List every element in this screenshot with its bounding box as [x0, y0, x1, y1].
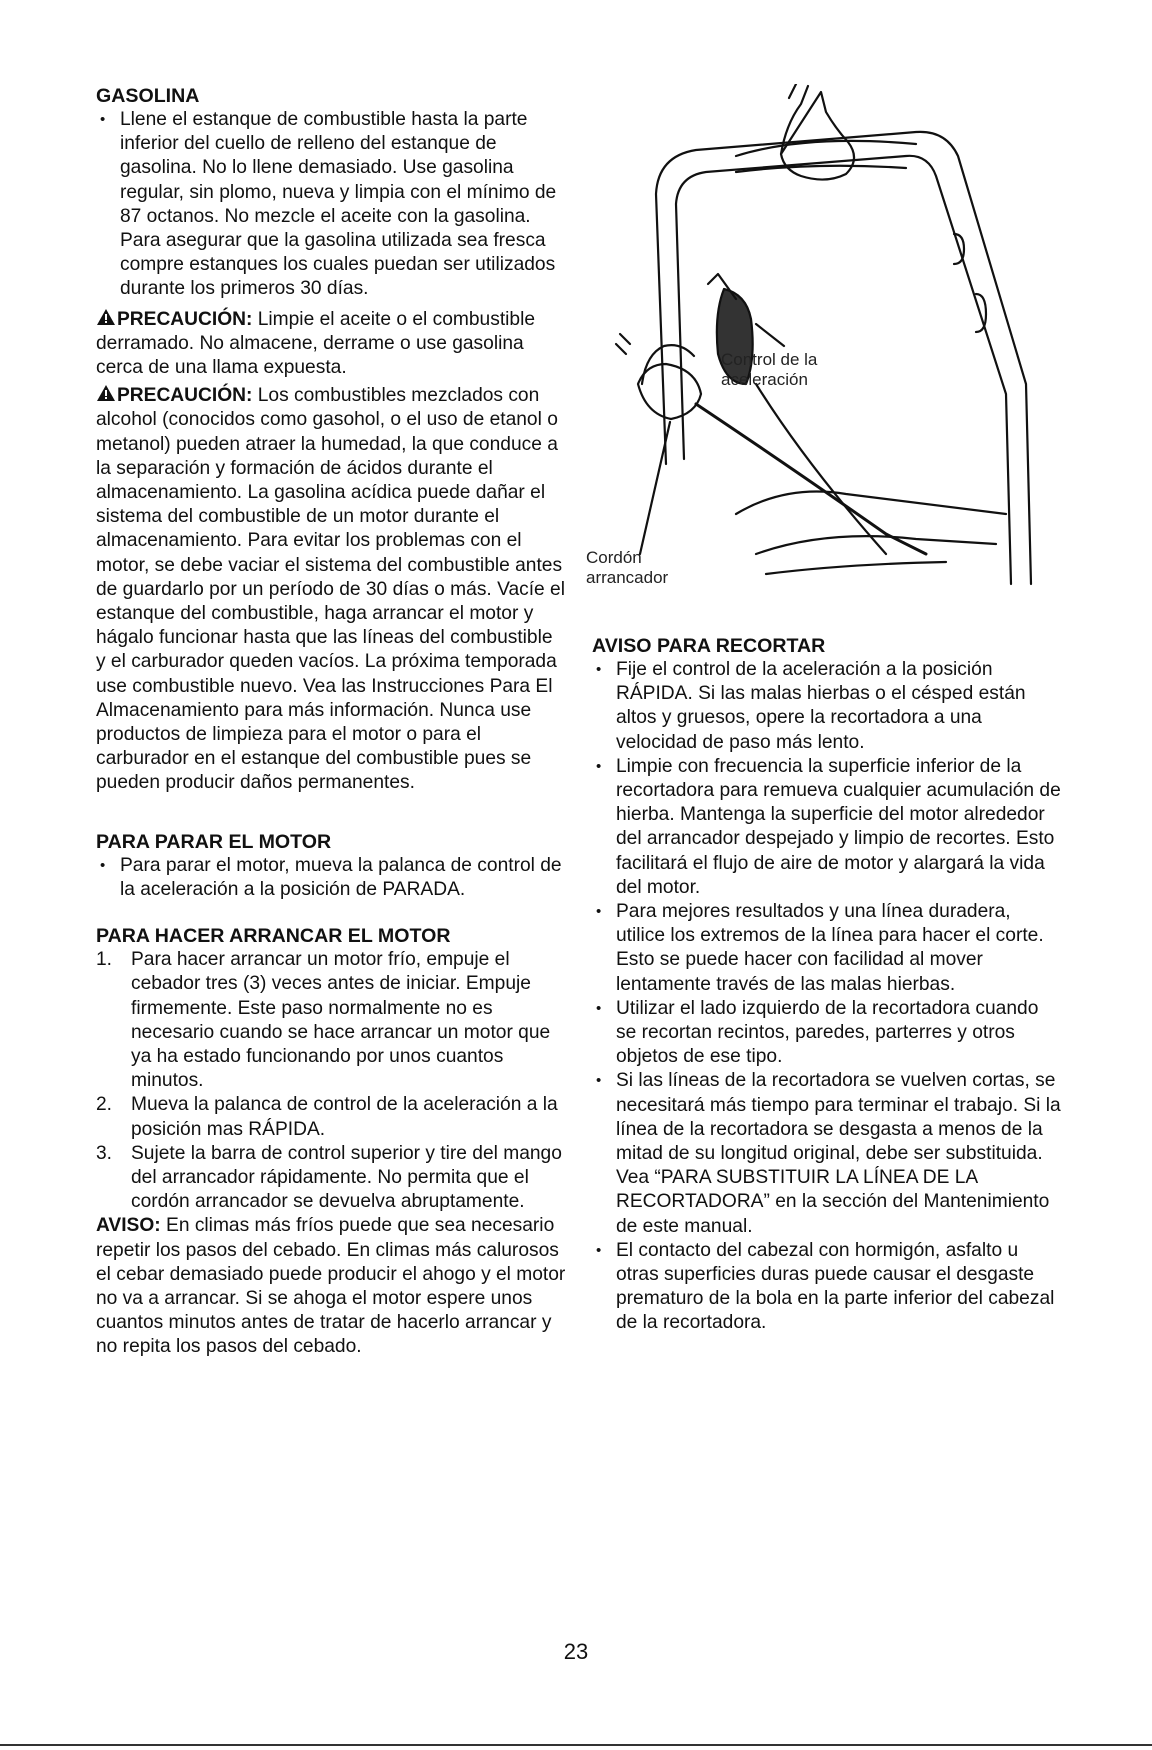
recortar-bullet: • Para mejores resultados y una línea duradera, utilice los extremos de la línea para hacer el corte. Esto se puede hacer con facilidad al mover lentamente través de las malas hierbas.	[592, 900, 1062, 997]
starter-rope	[696, 404, 926, 554]
bottom-rule	[0, 1744, 1152, 1746]
heading-recortar: AVISO PARA RECORTAR	[592, 635, 826, 657]
handle-diagram	[586, 84, 1056, 604]
label-throttle: Control de la aceleración	[721, 350, 818, 389]
warning-icon	[96, 308, 116, 326]
caution-2-text: Los combustibles mezclados con alcohol (conocidos como gasohol, o el uso de etanol o metanol) pueden atraer la humedad, la que conduce a la separación y formación de ácidos durante el almacenamiento. La gasolina acídica puede dañar el sistema del combustible de un motor durante el almacenamiento. Para evitar los problemas con el motor, se debe vaciar el sistema del combustible antes de guardarlo por un período de 30 días o más. Vacíe el estanque del combustible, haga arrancar el motor y hágalo funcionar hasta que las líneas del combustible y el carburador queden vacíos. La próxima temporada use combustible nuevo. Vea las Instrucciones Para El Almacenamiento para más información. Nunca use productos de limpieza para el motor o para el carburador en el estanque del combustible pues se pueden producir daños permanentes.	[96, 385, 565, 794]
aviso-text: En climas más fríos puede que sea necesario repetir los pasos del cebado. En climas más calurosos el cebar demasiado puede producir el ahogo y el motor no va a arrancar. Si se ahoga el motor espere unos cuantos minutos antes de tratar de hacerlo arrancar y no repita los pasos del cebado.	[96, 1215, 566, 1358]
label-starter-cord: Cordón arrancador	[586, 548, 669, 587]
recortar-bullet: • Utilizar el lado izquierdo de la recortadora cuando se recortan recintos, paredes, parterres y otros objetos de ese tipo.	[592, 997, 1062, 1070]
arrancar-steps	[96, 948, 566, 1214]
handle-frame-outer	[656, 132, 1031, 584]
parar-list	[96, 854, 566, 902]
page-number: 23	[563, 1639, 589, 1664]
aviso-label: AVISO:	[96, 1215, 161, 1237]
recortar-list	[592, 658, 1062, 1336]
recortar-bullet: • Si las líneas de la recortadora se vuelven cortas, se necesitará más tiempo para terminar el trabajo. Si la línea de la recortadora se desgasta a menos de la mitad de su longitud original, debe ser substituida. Vea “PARA SUBSTITUIR LA LÍNEA DE LA RECORTADORA” en la sección del Mantenimiento de este manual.	[592, 1069, 1062, 1238]
throttle-leader	[756, 324, 784, 346]
starter-handle	[638, 364, 701, 419]
gasolina-list	[96, 108, 566, 302]
grip-bar	[736, 141, 916, 156]
left-column	[96, 84, 566, 1360]
step-item: 3. Sujete la barra de control superior y tire del mango del arrancador rápidamente. No permita que el cordón arrancador se devuelva abruptamente.	[96, 1142, 562, 1213]
aviso-paragraph	[96, 1214, 566, 1359]
caution-1-text: Limpie el aceite o el combustible derramado. No almacene, derrame o use gasolina cerca de una llama expuesta.	[96, 308, 536, 379]
recortar-bullet: • El contacto del cabezal con hormigón, asfalto u otras superficies duras puede causar el desgaste prematuro de la bola en la parte inferior del cabezal de la recortadora.	[592, 1239, 1062, 1336]
recortar-bullet: • Fije el control de la aceleración a la posición RÁPIDA. Si las malas hierbas o el césped están altos y gruesos, opere la recortadora a una velocidad de paso más lento.	[592, 658, 1062, 755]
caution-1	[96, 308, 566, 381]
trimmer-handle-illustration	[586, 84, 1056, 604]
heading-parar: PARA PARAR EL MOTOR	[96, 830, 332, 853]
warning-icon	[96, 384, 116, 402]
cord-leader	[640, 422, 670, 554]
caution-2	[96, 384, 566, 795]
cable	[756, 384, 886, 554]
gasolina-bullet: • Llene el estanque de combustible hasta la parte inferior del cuello de relleno del estanque de gasolina. No lo llene demasiado. Use gasolina regular, sin plomo, nueva y limpia con el mínimo de 87 octanos. No mezcle el aceite con la gasolina. Para asegurar que la gasolina utilizada sea fresca compre estanques los cuales puedan ser utilizados durante los primeros 30 días.	[96, 108, 566, 302]
recortar-bullet: • Limpie con frecuencia la superficie inferior de la recortadora para remueva cualquier acumulación de hierba. Mantenga la superficie del motor alrededor del arrancador despejado y limpio de recortes. Esto facilitará el flujo de aire de motor y alargará la vida del motor.	[592, 755, 1062, 900]
step-item: 2. Mueva la palanca de control de la aceleración a la posición mas RÁPIDA.	[96, 1094, 558, 1140]
right-column	[592, 634, 1062, 1336]
heading-arrancar: PARA HACER ARRANCAR EL MOTOR	[96, 925, 451, 948]
caution-1-label: PRECAUCIÓN:	[117, 308, 253, 330]
heading-gasolina: GASOLINA	[96, 85, 200, 107]
caution-2-label: PRECAUCIÓN:	[117, 385, 253, 407]
parar-bullet: • Para parar el motor, mueva la palanca de control de la aceleración a la posición de PARADA.	[96, 854, 566, 902]
step-item: 1. Para hacer arrancar un motor frío, empuje el cebador tres (3) veces antes de iniciar. Empuje firmemente. Este paso normalmente no es necesario cuando se hace arrancar un motor que ya ha estado funcionando por unos cuantos minutos.	[96, 949, 551, 1092]
